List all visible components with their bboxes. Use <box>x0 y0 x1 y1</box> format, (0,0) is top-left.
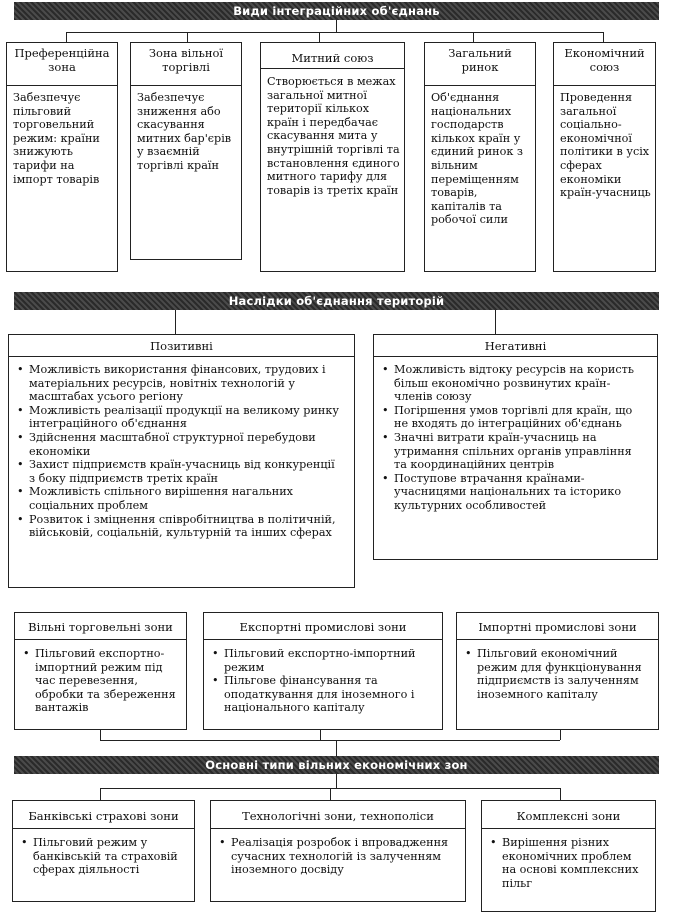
connector <box>336 740 337 756</box>
list-item: • Пільговий економічний режим для функціонування підприємств із залученням іноземного капіталу <box>465 647 651 701</box>
divider <box>261 68 404 69</box>
card-text: Створюється в межах загальної митної території кількох країн і передбачає скасування мита у внутрішній торгівлі та встановлення єдиного митного тарифу для товарів із третіх країн <box>267 75 400 197</box>
divider <box>457 639 658 640</box>
card-title: Економічний союз <box>564 46 645 74</box>
import-industrial-zones <box>456 612 659 730</box>
divider <box>374 356 657 357</box>
zone-title: Комплексні зони <box>516 809 621 823</box>
list-item: • Пільговий експортно-імпортний режим <box>212 647 434 674</box>
connector <box>66 32 67 42</box>
connector <box>336 20 337 32</box>
divider <box>204 639 442 640</box>
list-item: • Розвиток і зміцнення співробітництва в політичній, військовій, соціальній, культурній та інших сферах <box>17 513 342 540</box>
card-economic-union <box>553 42 656 272</box>
zone-list <box>212 647 434 715</box>
free-trade-zones <box>14 612 187 730</box>
connector <box>560 730 561 740</box>
zone-list <box>465 647 651 701</box>
export-industrial-zones <box>203 612 443 730</box>
card-text: Проведення загальної соціально-економічної політики в усіх сферах економіки країн-учасниць <box>560 91 651 200</box>
zone-list <box>219 836 459 877</box>
connector <box>187 32 188 42</box>
card-title: Преференційна зона <box>14 46 110 74</box>
divider <box>131 85 241 86</box>
card-title: Загальний ринок <box>448 46 512 74</box>
card-title: Зона вільної торгівлі <box>148 46 224 74</box>
technology-zones <box>210 800 466 902</box>
connector <box>330 788 331 800</box>
divider <box>7 85 117 86</box>
negative-consequences <box>373 334 658 560</box>
divider <box>15 639 186 640</box>
list-item: • Пільговий експортно-імпортний режим під час перевезення, обробки та збереження вантажів <box>23 647 181 715</box>
zone-title: Імпортні промислові зони <box>478 620 637 634</box>
divider <box>9 356 354 357</box>
card-preferential-zone <box>6 42 118 272</box>
connector <box>336 774 337 788</box>
list-item: • Поступове втрачання країнами-учасницями національних та історико культурних особливостей <box>382 472 647 513</box>
card-customs-union <box>260 42 405 272</box>
zone-list <box>23 647 181 715</box>
list-item: • Вирішення різних економічних проблем на основі комплексних пільг <box>490 836 640 890</box>
positive-list <box>17 363 342 540</box>
connector <box>100 730 101 740</box>
divider <box>13 828 194 829</box>
card-text: Об'єднання національних господарств кількох країн у єдиний ринок з вільним переміщенням товарів, капіталів та робочої сили <box>431 91 523 227</box>
list-item: • Можливість використання фінансових, трудових і матеріальних ресурсів, новітніх технологій у масштабах усього регіону <box>17 363 342 404</box>
negative-title: Негативні <box>484 339 547 353</box>
zone-list <box>490 836 640 890</box>
free-economic-zones-header: Основні типи вільних економічних зон <box>14 756 659 774</box>
list-item: • Здійснення масштабної структурної перебудови економіки <box>17 431 342 458</box>
list-item: • Можливість відтоку ресурсів на користь більш економічно розвинутих країн-членів союзу <box>382 363 647 404</box>
connector <box>100 740 560 741</box>
list-item: • Захист підприємств країн-учасниць від конкуренції з боку підприємств третіх країн <box>17 458 342 485</box>
list-item: • Пільговий режим у банківській та страховій сферах діяльності <box>21 836 189 877</box>
connector <box>319 32 320 42</box>
zone-title: Експортні промислові зони <box>239 620 407 634</box>
list-item: • Реалізація розробок і впровадження сучасних технологій із залученням іноземного досвіду <box>219 836 459 877</box>
card-title: Митний союз <box>291 51 374 65</box>
positive-title: Позитивні <box>150 339 213 353</box>
card-text: Забезпечує зниження або скасування митних бар'єрів у взаємній торгівлі країн <box>137 91 232 172</box>
connector <box>603 32 604 42</box>
integration-types-header: Види інтеграційних об'єднань <box>14 2 659 20</box>
connector <box>175 310 176 334</box>
connector <box>473 32 474 42</box>
card-common-market <box>424 42 536 272</box>
connector <box>100 788 101 800</box>
connector <box>495 310 496 334</box>
zone-list <box>21 836 189 877</box>
card-text: Забезпечує пільговий торговельний режим: країни знижують тарифи на імпорт товарів <box>13 91 100 186</box>
bank-insurance-zones <box>12 800 195 902</box>
negative-list <box>382 363 647 513</box>
connector <box>66 32 603 33</box>
zone-title: Вільні торговельні зони <box>28 620 173 634</box>
divider <box>554 85 655 86</box>
zone-title: Банківські страхові зони <box>28 809 179 823</box>
connector <box>320 730 321 740</box>
divider <box>211 828 465 829</box>
list-item: • Можливість спільного вирішення нагальних соціальних проблем <box>17 485 342 512</box>
list-item: • Пільгове фінансування та оподаткування для іноземного і національного капіталу <box>212 674 434 715</box>
list-item: • Можливість реалізації продукції на великому ринку інтеграційного об'єднання <box>17 404 342 431</box>
zone-title: Технологічні зони, технополіси <box>242 809 434 823</box>
list-item: • Погіршення умов торгівлі для країн, що не входять до інтеграційних об'єднань <box>382 404 647 431</box>
complex-zones <box>481 800 656 912</box>
divider <box>425 85 535 86</box>
list-item: • Значні витрати країн-учасниць на утримання спільних органів управління та координаційних центрів <box>382 431 647 472</box>
connector <box>560 788 561 800</box>
card-free-trade-zone <box>130 42 242 260</box>
divider <box>482 828 655 829</box>
consequences-header: Наслідки об'єднання територій <box>14 292 659 310</box>
positive-consequences <box>8 334 355 588</box>
